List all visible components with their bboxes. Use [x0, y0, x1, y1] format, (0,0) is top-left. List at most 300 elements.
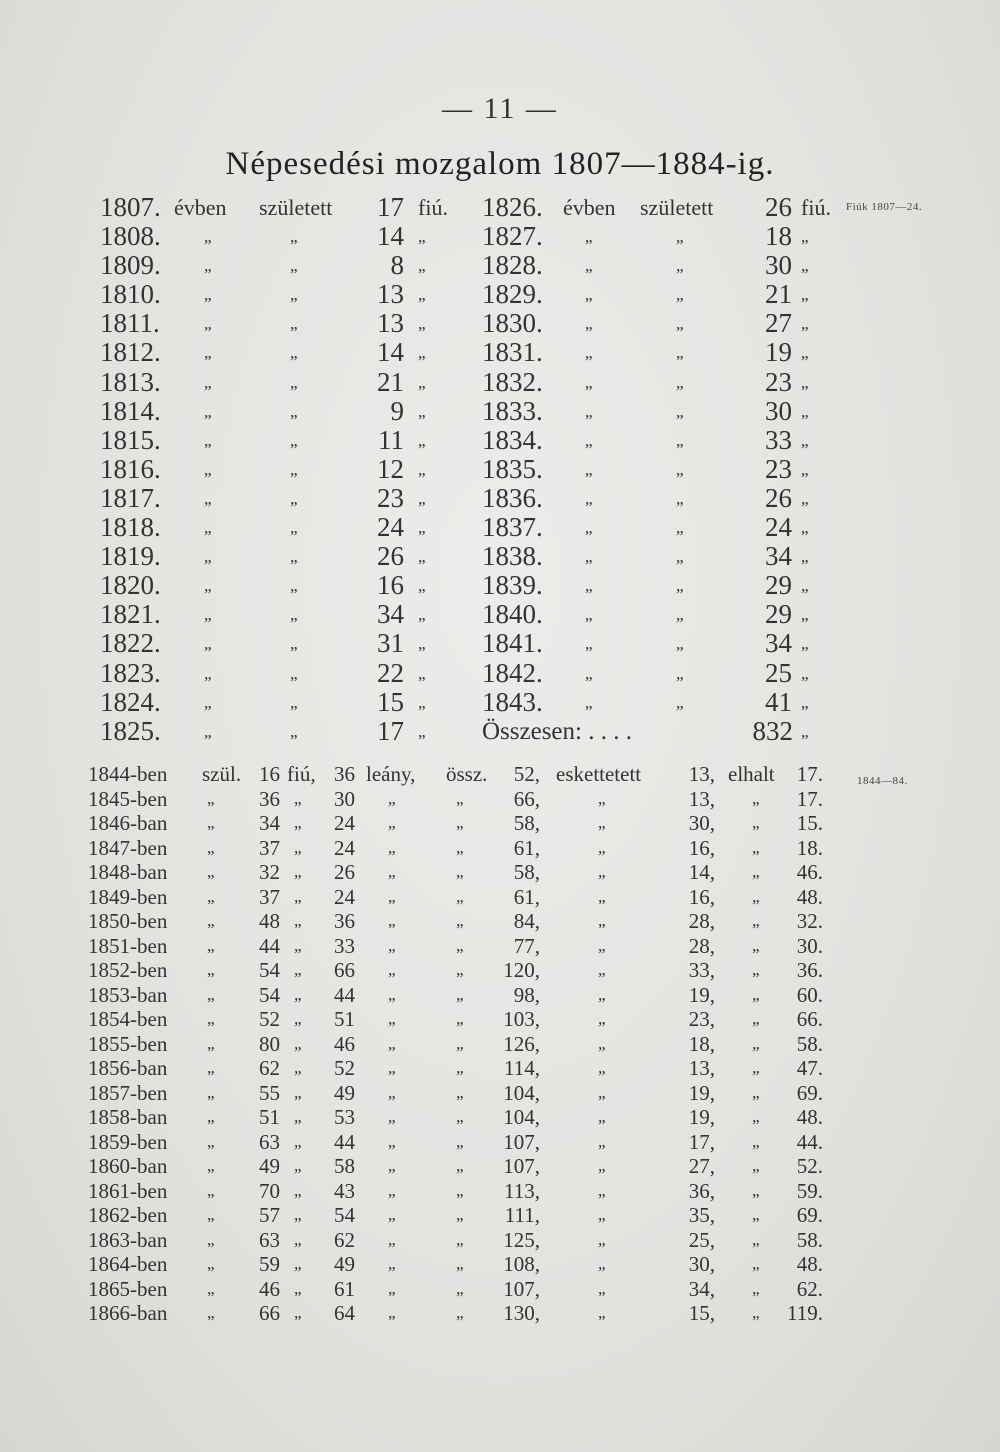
ditto-mark: „	[676, 663, 684, 683]
boys-count: 36	[259, 786, 280, 811]
ditto-mark: „	[418, 314, 426, 334]
ditto-mark: „	[294, 1180, 302, 1200]
total-count: 126,	[503, 1031, 540, 1056]
ditto-mark: „	[456, 984, 464, 1004]
ditto-mark: „	[752, 1033, 760, 1053]
ditto-mark: „	[388, 960, 396, 979]
year: 1824.	[100, 686, 161, 717]
ditto-mark: „	[290, 401, 298, 421]
ditto-mark: „	[207, 1180, 215, 1200]
leany-label: leány,	[366, 762, 416, 786]
ditto-mark: „	[204, 401, 212, 421]
year: 1841.	[482, 628, 543, 659]
ditto-mark: „	[585, 605, 593, 625]
year: 1834.	[482, 424, 543, 455]
girls-count: 66	[334, 958, 355, 982]
birth-count: 22	[377, 657, 404, 688]
total-count: 125,	[503, 1227, 540, 1252]
married-count: 30,	[688, 811, 715, 835]
ditto-mark: „	[585, 372, 593, 392]
boys-count: 57	[259, 1203, 280, 1227]
total-count: 84,	[513, 909, 540, 933]
birth-count: 41	[765, 686, 792, 717]
ditto-mark: „	[752, 837, 760, 857]
ditto-mark: „	[585, 576, 593, 596]
married-count: 13,	[688, 762, 715, 786]
ditto-mark: „	[294, 960, 302, 979]
ditto-mark: „	[204, 227, 212, 247]
fiu-label: fiú,	[287, 762, 316, 786]
ditto-mark: „	[388, 886, 396, 906]
boys-count: 52	[259, 1007, 280, 1031]
ditto-mark: „	[456, 1058, 464, 1077]
ditto-mark: „	[207, 960, 215, 979]
year: 1862-ben	[88, 1203, 168, 1227]
ditto-mark: „	[207, 1009, 215, 1028]
died-count: 48.	[796, 1252, 823, 1276]
year: 1833.	[482, 395, 543, 426]
married-count: 28,	[688, 933, 715, 958]
married-count: 13,	[688, 786, 715, 811]
ditto-mark: „	[456, 911, 464, 930]
died-count: 69.	[796, 1080, 823, 1105]
girls-count: 44	[334, 982, 355, 1007]
unit-label: fiú.	[801, 195, 831, 220]
births-row	[0, 571, 1000, 600]
year: 1851-ben	[88, 933, 168, 958]
ditto-mark: „	[290, 430, 298, 450]
stats-row	[0, 1105, 1000, 1130]
year: 1848-ban	[88, 860, 168, 884]
ditto-mark: „	[294, 1033, 302, 1053]
ditto-mark: „	[801, 430, 809, 450]
page-number: — 11 —	[442, 92, 558, 125]
married-count: 19,	[688, 982, 715, 1007]
girls-count: 44	[334, 1129, 355, 1154]
girls-count: 61	[334, 1276, 355, 1301]
ditto-mark: „	[207, 788, 215, 808]
ditto-mark: „	[752, 1156, 760, 1175]
ditto-mark: „	[801, 343, 809, 363]
girls-count: 36	[334, 762, 355, 786]
ditto-mark: „	[598, 911, 606, 930]
died-count: 58.	[796, 1031, 823, 1056]
birth-count: 23	[765, 366, 792, 397]
boys-count: 51	[259, 1105, 280, 1129]
married-count: 27,	[688, 1154, 715, 1178]
ditto-mark: „	[456, 1254, 464, 1273]
year: 1814.	[100, 395, 161, 426]
ditto-mark: „	[585, 634, 593, 654]
ditto-mark: „	[585, 256, 593, 276]
ditto-mark: „	[801, 401, 809, 421]
ditto-mark: „	[598, 1229, 606, 1249]
stats-row	[0, 1081, 1000, 1106]
birth-count: 12	[377, 453, 404, 484]
ditto-mark: „	[418, 227, 426, 247]
boys-count: 55	[259, 1080, 280, 1105]
ditto-mark: „	[801, 576, 809, 596]
year: 1859-ben	[88, 1129, 168, 1154]
births-row	[0, 629, 1000, 658]
girls-count: 53	[334, 1105, 355, 1129]
ditto-mark: „	[388, 788, 396, 808]
ditto-mark: „	[418, 459, 426, 479]
boys-count: 16	[259, 762, 280, 786]
boys-count: 49	[259, 1154, 280, 1178]
died-count: 48.	[796, 1105, 823, 1129]
married-count: 23,	[688, 1007, 715, 1031]
birth-count: 13	[377, 279, 404, 310]
ditto-mark: „	[752, 788, 760, 808]
ditto-mark: „	[418, 372, 426, 392]
evben-label: évben	[563, 195, 616, 220]
year: 1838.	[482, 541, 543, 572]
ditto-mark: „	[585, 692, 593, 712]
year: 1849-ben	[88, 884, 168, 909]
died-count: 36.	[796, 958, 823, 982]
ditto-mark: „	[598, 788, 606, 808]
szuletett-label: született	[259, 195, 333, 220]
ditto-mark: „	[598, 1107, 606, 1126]
birth-count: 24	[377, 512, 404, 543]
ditto-mark: „	[294, 935, 302, 955]
ditto-mark: „	[294, 1082, 302, 1102]
girls-count: 46	[334, 1031, 355, 1056]
ditto-mark: „	[207, 1303, 215, 1322]
married-count: 13,	[688, 1056, 715, 1080]
total-count: 66,	[513, 786, 540, 811]
ditto-mark: „	[676, 227, 684, 247]
birth-count: 26	[765, 192, 792, 222]
total-count: 113,	[504, 1178, 540, 1203]
ditto-mark: „	[204, 314, 212, 334]
birth-count: 30	[765, 395, 792, 426]
stats-row	[0, 860, 1000, 885]
ditto-mark: „	[388, 1033, 396, 1053]
ditto-mark: „	[456, 837, 464, 857]
married-count: 25,	[688, 1227, 715, 1252]
ditto-mark: „	[456, 862, 464, 881]
ditto-mark: „	[418, 518, 426, 538]
girls-count: 54	[334, 1203, 355, 1227]
births-row	[0, 368, 1000, 397]
ditto-mark: „	[207, 1058, 215, 1077]
year: 1820.	[100, 570, 161, 601]
year: 1853-ban	[88, 982, 168, 1007]
birth-count: 29	[765, 570, 792, 601]
ditto-mark: „	[290, 663, 298, 683]
ditto-mark: „	[598, 1180, 606, 1200]
died-count: 18.	[796, 835, 823, 860]
birth-count: 17	[377, 192, 404, 222]
ditto-mark: „	[801, 285, 809, 305]
birth-count: 19	[765, 337, 792, 368]
ditto-mark: „	[207, 1254, 215, 1273]
ditto-mark: „	[388, 1107, 396, 1126]
ditto-mark: „	[585, 430, 593, 450]
ditto-mark: „	[207, 813, 215, 832]
birth-count: 14	[377, 221, 404, 252]
ditto-mark: „	[207, 837, 215, 857]
year: 1861-ben	[88, 1178, 168, 1203]
year: 1821.	[100, 599, 161, 630]
ditto-mark: „	[456, 1180, 464, 1200]
ditto-mark: „	[418, 721, 426, 741]
ditto-mark: „	[388, 1180, 396, 1200]
evben-label: évben	[174, 195, 227, 220]
ditto-mark: „	[752, 1278, 760, 1298]
margin-note-fiuk: Fiúk 1807—24.	[846, 201, 923, 213]
ditto-mark: „	[294, 1205, 302, 1224]
year: 1812.	[100, 337, 161, 368]
births-row	[0, 280, 1000, 309]
ditto-mark: „	[456, 1033, 464, 1053]
ditto-mark: „	[204, 459, 212, 479]
birth-count: 9	[390, 395, 404, 426]
margin-note-years: 1844—84.	[857, 775, 908, 787]
ditto-mark: „	[294, 984, 302, 1004]
ditto-mark: „	[204, 605, 212, 625]
ditto-mark: „	[676, 314, 684, 334]
ditto-mark: „	[388, 911, 396, 930]
year: 1832.	[482, 366, 543, 397]
ditto-mark: „	[801, 663, 809, 683]
ditto-mark: „	[290, 343, 298, 363]
ditto-mark: „	[598, 1278, 606, 1298]
ditto-mark: „	[456, 960, 464, 979]
birth-count: 14	[377, 337, 404, 368]
died-count: 62.	[796, 1276, 823, 1301]
year: 1825.	[100, 715, 161, 746]
ditto-mark: „	[598, 886, 606, 906]
ditto-mark: „	[207, 1131, 215, 1151]
ditto-mark: „	[801, 256, 809, 276]
ditto-mark: „	[676, 518, 684, 538]
births-row	[0, 600, 1000, 629]
ditto-mark: „	[204, 488, 212, 508]
girls-count: 51	[334, 1007, 355, 1031]
year: 1858-ban	[88, 1105, 168, 1129]
ditto-mark: „	[456, 1082, 464, 1102]
year: 1809.	[100, 250, 161, 281]
ditto-mark: „	[598, 1254, 606, 1273]
boys-count: 66	[259, 1301, 280, 1325]
stats-row	[0, 1203, 1000, 1228]
died-count: 60.	[796, 982, 823, 1007]
birth-count: 29	[765, 599, 792, 630]
year: 1811.	[100, 308, 160, 339]
total-count: 98,	[513, 982, 540, 1007]
population-stats-table	[0, 762, 1000, 1326]
ditto-mark: „	[598, 1058, 606, 1077]
ditto-mark: „	[388, 1205, 396, 1224]
births-row	[0, 717, 1000, 746]
ditto-mark: „	[290, 605, 298, 625]
ditto-mark: „	[801, 721, 809, 741]
total-value: 832	[752, 715, 793, 746]
year: 1846-ban	[88, 811, 168, 835]
birth-count: 13	[377, 308, 404, 339]
stats-row	[0, 983, 1000, 1008]
ditto-mark: „	[207, 1278, 215, 1298]
year: 1840.	[482, 599, 543, 630]
stats-row	[0, 1228, 1000, 1253]
ditto-mark: „	[676, 576, 684, 596]
boys-count: 44	[259, 933, 280, 958]
stats-row	[0, 1301, 1000, 1326]
ditto-mark: „	[752, 984, 760, 1004]
birth-count: 16	[377, 570, 404, 601]
stats-row	[0, 1007, 1000, 1032]
total-count: 120,	[503, 958, 540, 982]
total-count: 61,	[513, 835, 540, 860]
year: 1856-ban	[88, 1056, 168, 1080]
ditto-mark: „	[207, 1229, 215, 1249]
girls-count: 58	[334, 1154, 355, 1178]
births-row	[0, 659, 1000, 688]
year: 1829.	[482, 279, 543, 310]
ditto-mark: „	[290, 692, 298, 712]
girls-count: 24	[334, 811, 355, 835]
ditto-mark: „	[388, 984, 396, 1004]
total-count: 130,	[503, 1301, 540, 1325]
ditto-mark: „	[752, 1180, 760, 1200]
year: 1817.	[100, 482, 161, 513]
ditto-mark: „	[456, 1156, 464, 1175]
ditto-mark: „	[388, 837, 396, 857]
ditto-mark: „	[456, 1278, 464, 1298]
ditto-mark: „	[388, 1156, 396, 1175]
ditto-mark: „	[752, 1107, 760, 1126]
ditto-mark: „	[388, 862, 396, 881]
ditto-mark: „	[801, 692, 809, 712]
births-row	[0, 222, 1000, 251]
girls-count: 24	[334, 884, 355, 909]
boys-count: 46	[259, 1276, 280, 1301]
ditto-mark: „	[676, 634, 684, 654]
died-count: 15.	[796, 811, 823, 835]
ditto-mark: „	[585, 314, 593, 334]
married-count: 15,	[688, 1301, 715, 1325]
year: 1860-ban	[88, 1154, 168, 1178]
total-count: 77,	[513, 933, 540, 958]
married-count: 30,	[688, 1252, 715, 1276]
births-row	[0, 309, 1000, 338]
ditto-mark: „	[418, 401, 426, 421]
births-row	[0, 484, 1000, 513]
year: 1827.	[482, 221, 543, 252]
ditto-mark: „	[204, 692, 212, 712]
stats-row	[0, 1130, 1000, 1155]
married-count: 16,	[688, 835, 715, 860]
ditto-mark: „	[801, 605, 809, 625]
ditto-mark: „	[207, 1156, 215, 1175]
ditto-mark: „	[598, 837, 606, 857]
year: 1850-ben	[88, 909, 168, 933]
ditto-mark: „	[456, 788, 464, 808]
ditto-mark: „	[388, 813, 396, 832]
birth-count: 15	[377, 686, 404, 717]
birth-count: 34	[765, 541, 792, 572]
ditto-mark: „	[676, 430, 684, 450]
ditto-mark: „	[598, 1156, 606, 1175]
boys-count: 54	[259, 958, 280, 982]
ditto-mark: „	[294, 813, 302, 832]
died-count: 59.	[796, 1178, 823, 1203]
boys-count: 63	[259, 1227, 280, 1252]
ditto-mark: „	[456, 1303, 464, 1322]
birth-count: 26	[765, 482, 792, 513]
year: 1844-ben	[88, 762, 168, 786]
total-count: 107,	[503, 1276, 540, 1301]
ditto-mark: „	[418, 285, 426, 305]
ditto-mark: „	[204, 634, 212, 654]
ditto-mark: „	[418, 547, 426, 567]
ditto-mark: „	[290, 372, 298, 392]
year: 1865-ben	[88, 1276, 168, 1301]
total-count: 104,	[503, 1105, 540, 1129]
ditto-mark: „	[752, 935, 760, 955]
stats-row	[0, 934, 1000, 959]
ditto-mark: „	[204, 372, 212, 392]
married-count: 28,	[688, 909, 715, 933]
ditto-mark: „	[456, 1107, 464, 1126]
ditto-mark: „	[290, 488, 298, 508]
ditto-mark: „	[204, 285, 212, 305]
died-count: 48.	[796, 884, 823, 909]
ditto-mark: „	[676, 605, 684, 625]
ditto-mark: „	[204, 430, 212, 450]
ditto-mark: „	[752, 886, 760, 906]
year: 1816.	[100, 453, 161, 484]
ditto-mark: „	[388, 935, 396, 955]
ditto-mark: „	[585, 227, 593, 247]
ditto-mark: „	[290, 721, 298, 741]
boys-count: 37	[259, 835, 280, 860]
ditto-mark: „	[294, 1303, 302, 1322]
ditto-mark: „	[676, 401, 684, 421]
ditto-mark: „	[294, 862, 302, 881]
total-label: Összesen: . . . .	[482, 717, 632, 745]
girls-count: 62	[334, 1227, 355, 1252]
ditto-mark: „	[801, 314, 809, 334]
total-count: 61,	[513, 884, 540, 909]
stats-row	[0, 1252, 1000, 1277]
year: 1839.	[482, 570, 543, 601]
stats-row	[0, 1179, 1000, 1204]
year: 1815.	[100, 424, 161, 455]
year: 1866-ban	[88, 1301, 168, 1325]
total-count: 58,	[513, 811, 540, 835]
ditto-mark: „	[290, 547, 298, 567]
birth-count: 11	[378, 424, 404, 455]
ditto-mark: „	[676, 285, 684, 305]
birth-count: 18	[765, 221, 792, 252]
girls-count: 52	[334, 1056, 355, 1080]
ditto-mark: „	[207, 1205, 215, 1224]
boys-count: 48	[259, 909, 280, 933]
ditto-mark: „	[752, 960, 760, 979]
boys-count: 54	[259, 982, 280, 1007]
ditto-mark: „	[418, 634, 426, 654]
ditto-mark: „	[207, 1107, 215, 1126]
births-row	[0, 338, 1000, 367]
year: 1826.	[482, 192, 543, 222]
girls-count: 49	[334, 1252, 355, 1276]
ditto-mark: „	[290, 634, 298, 654]
married-count: 19,	[688, 1105, 715, 1129]
